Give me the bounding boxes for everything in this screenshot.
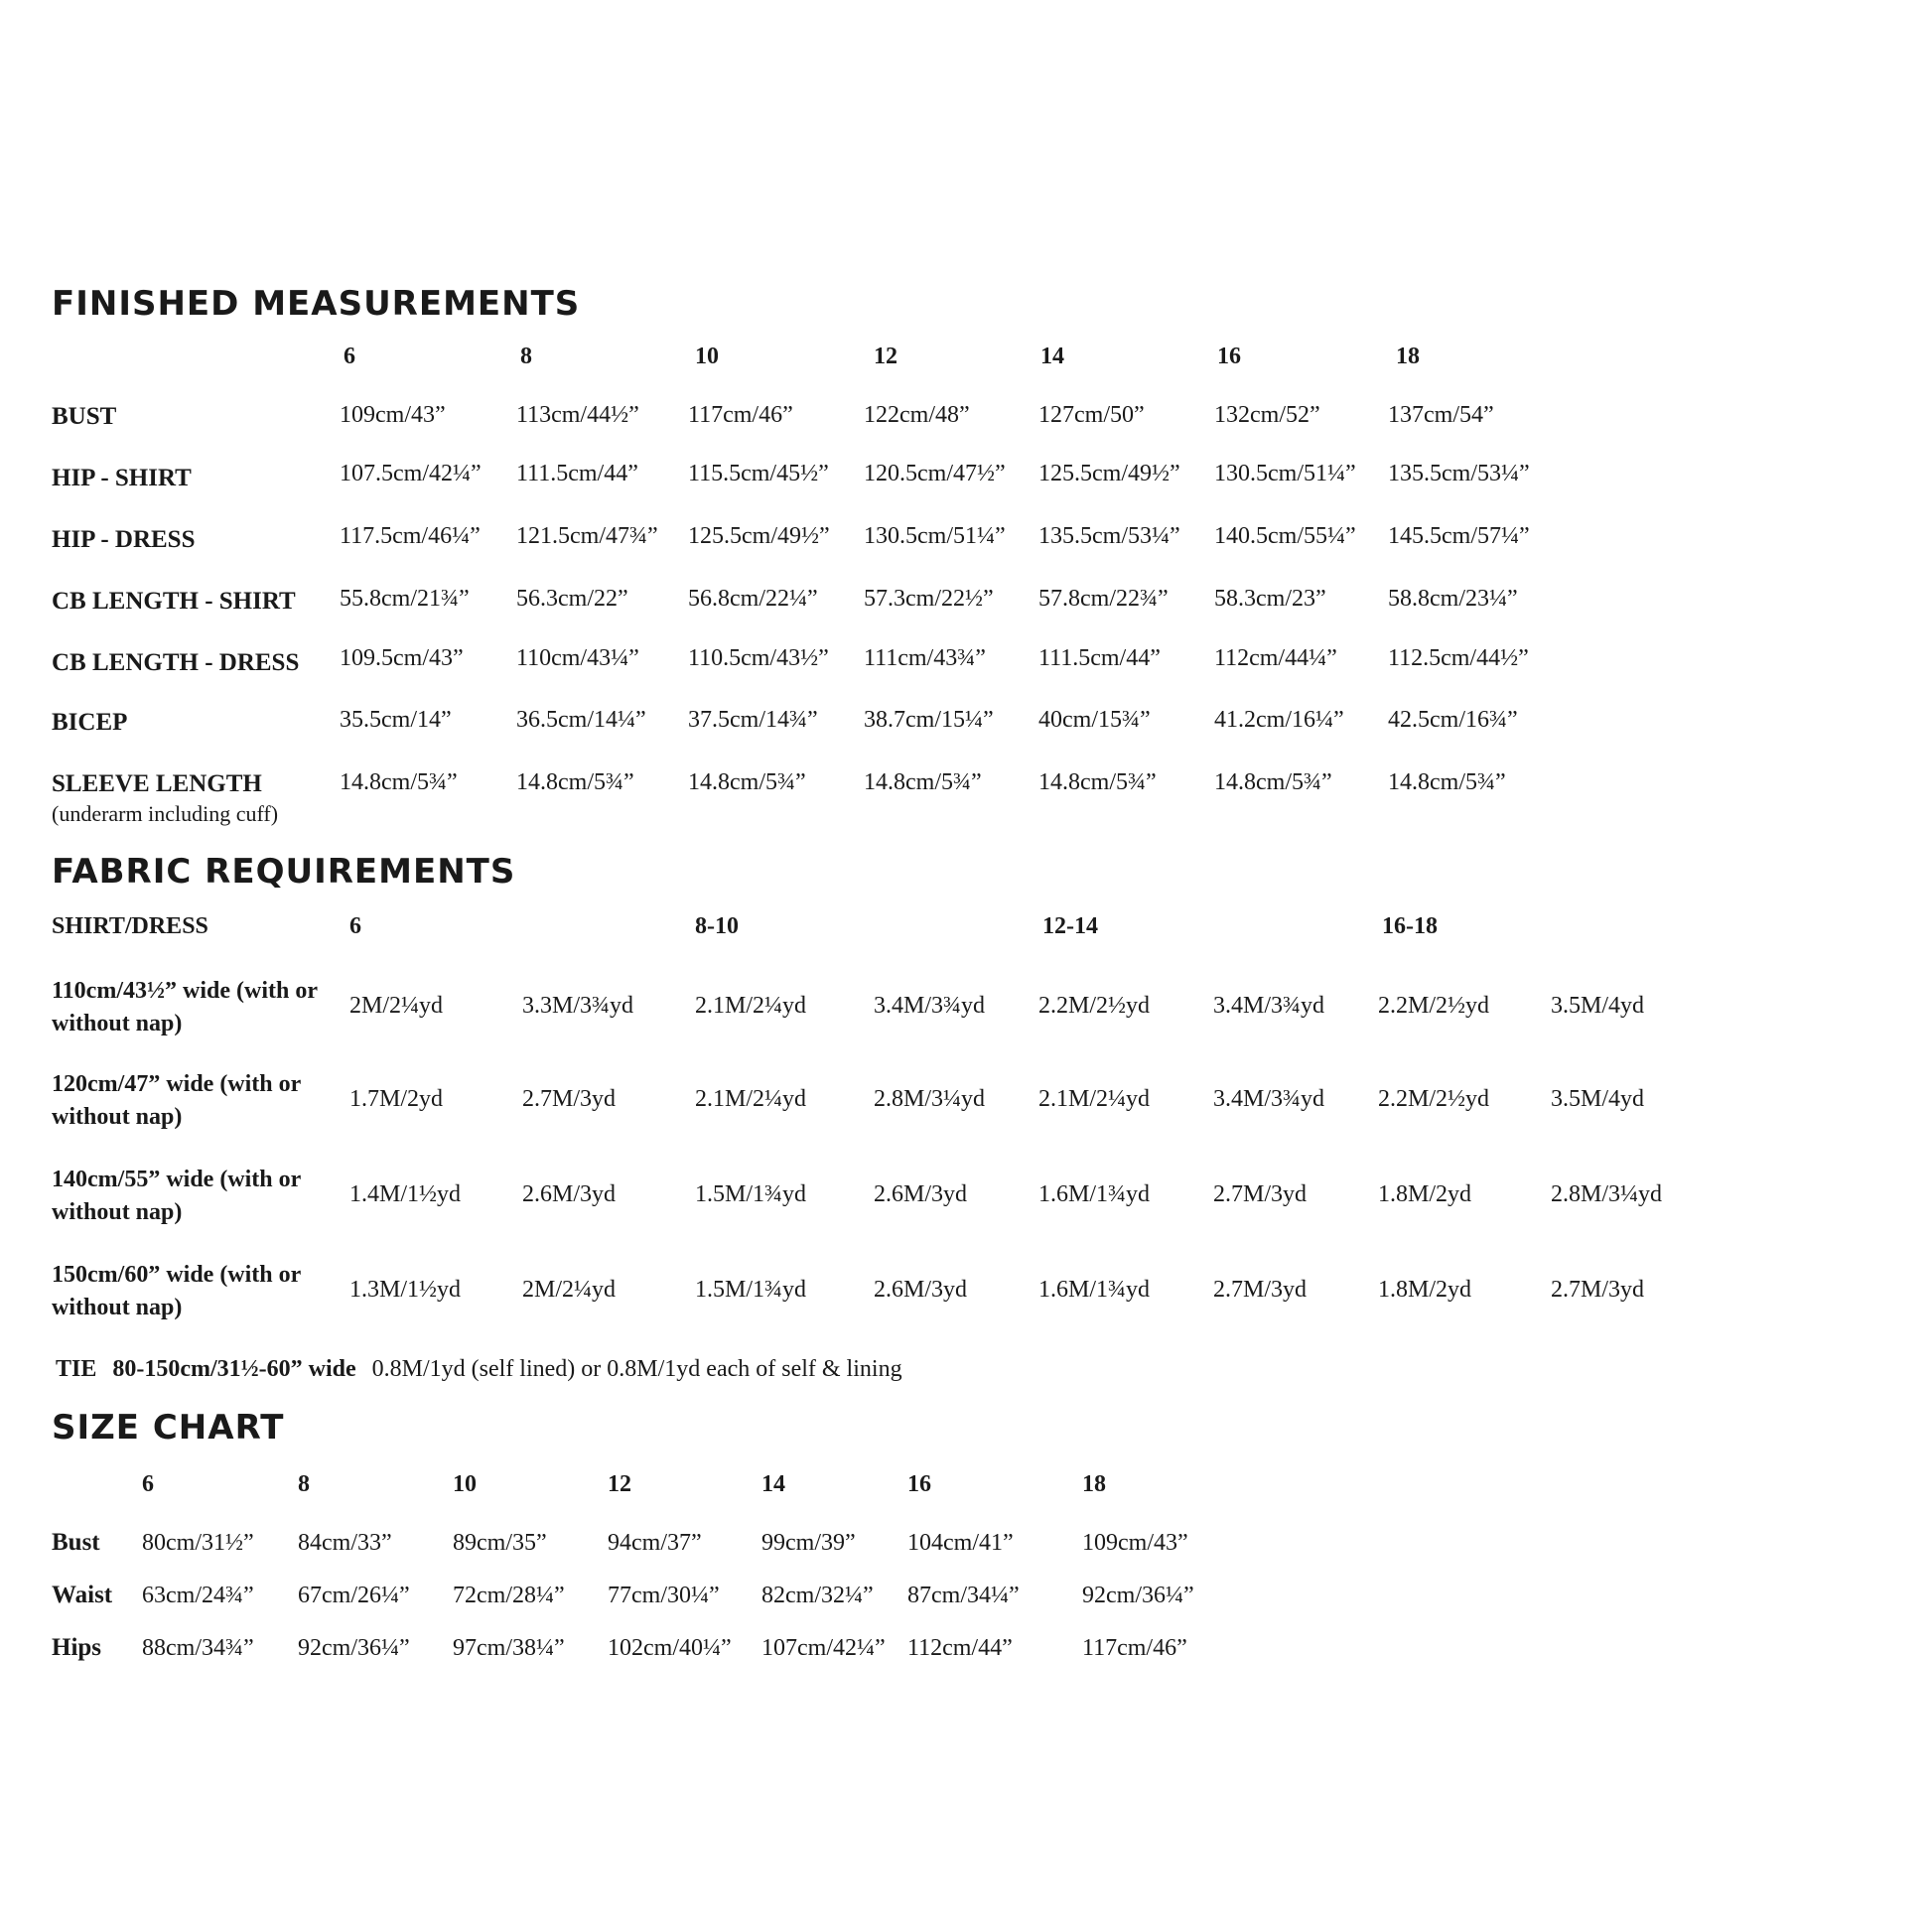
fabric-cell: 2.6M/3yd [874,1277,968,1303]
finished-cell: 111.5cm/44” [1038,645,1161,671]
finished-cell: 57.3cm/22½” [864,586,994,612]
finished-cell: 117cm/46” [688,402,793,428]
tie-width: 80-150cm/31½-60” wide [112,1356,356,1382]
fabric-size-group-header: 6 [349,913,361,939]
fabric-cell: 1.8M/2yd [1378,1277,1472,1303]
fabric-cell: 1.5M/1¾yd [695,1181,807,1207]
finished-cell: 110cm/43¼” [516,645,639,671]
fabric-cell: 2M/2¼yd [349,993,444,1019]
size-chart-size-header: 14 [761,1471,785,1497]
fabric-cell: 2.7M/3yd [1213,1181,1308,1207]
fabric-cell: 2.6M/3yd [522,1181,617,1207]
finished-cell: 41.2cm/16¼” [1214,707,1344,733]
size-chart-size-header: 10 [453,1471,477,1497]
finished-cell: 140.5cm/55¼” [1214,523,1356,549]
finished-cell: 111cm/43¾” [864,645,986,671]
finished-size-header: 8 [520,344,532,369]
finished-cell: 132cm/52” [1214,402,1320,428]
size-chart-cell: 63cm/24¾” [142,1583,254,1608]
finished-row-label: HIP - SHIRT [52,465,192,491]
fabric-cell: 3.4M/3¾yd [1213,1086,1325,1112]
finished-cell: 117.5cm/46¼” [340,523,481,549]
size-chart-size-header: 18 [1082,1471,1106,1497]
finished-cell: 127cm/50” [1038,402,1145,428]
size-chart-size-header: 8 [298,1471,310,1497]
finished-cell: 14.8cm/5¾” [688,769,806,795]
fabric-cell: 2M/2¼yd [522,1277,617,1303]
tie-label: TIE [56,1356,97,1382]
size-chart-cell: 84cm/33” [298,1530,392,1556]
finished-row-label: HIP - DRESS [52,526,196,553]
finished-cell: 130.5cm/51¼” [1214,461,1356,486]
fabric-cell: 2.8M/3¼yd [1551,1181,1663,1207]
size-chart-cell: 88cm/34¾” [142,1635,254,1661]
fabric-cell: 1.4M/1½yd [349,1181,462,1207]
fabric-cell: 1.8M/2yd [1378,1181,1472,1207]
finished-cell: 42.5cm/16¾” [1388,707,1518,733]
finished-size-header: 18 [1396,344,1420,369]
finished-cell: 14.8cm/5¾” [864,769,982,795]
fabric-row-label: 150cm/60” wide (with or without nap) [52,1262,301,1320]
size-chart-cell: 77cm/30¼” [608,1583,720,1608]
size-chart-cell: 112cm/44” [907,1635,1013,1661]
finished-cell: 145.5cm/57¼” [1388,523,1530,549]
fabric-cell: 1.6M/1¾yd [1038,1181,1151,1207]
fabric-cell: 1.7M/2yd [349,1086,444,1112]
fabric-cell: 2.6M/3yd [874,1181,968,1207]
tie-text: 0.8M/1yd (self lined) or 0.8M/1yd each of self & lining [371,1356,902,1382]
fabric-cell: 3.3M/3¾yd [522,993,634,1019]
size-chart-cell: 80cm/31½” [142,1530,254,1556]
fabric-row-label: 110cm/43½” wide (with or without nap) [52,978,318,1036]
finished-measurements-heading: FINISHED MEASUREMENTS [52,284,581,324]
finished-cell: 55.8cm/21¾” [340,586,470,612]
finished-cell: 113cm/44½” [516,402,639,428]
finished-cell: 35.5cm/14” [340,707,452,733]
fabric-size-group-header: 12-14 [1042,913,1098,939]
finished-cell: 137cm/54” [1388,402,1494,428]
finished-row-label: CB LENGTH - SHIRT [52,588,296,615]
finished-cell: 56.8cm/22¼” [688,586,818,612]
fabric-cell: 3.5M/4yd [1551,993,1645,1019]
finished-size-header: 14 [1040,344,1064,369]
finished-cell: 57.8cm/22¾” [1038,586,1169,612]
finished-cell: 40cm/15¾” [1038,707,1151,733]
size-chart-cell: 102cm/40¼” [608,1635,732,1661]
finished-cell: 58.3cm/23” [1214,586,1326,612]
size-chart-cell: 92cm/36¼” [298,1635,410,1661]
size-chart-cell: 67cm/26¼” [298,1583,410,1608]
size-chart-size-header: 16 [907,1471,931,1497]
finished-cell: 135.5cm/53¼” [1038,523,1180,549]
finished-cell: 112.5cm/44½” [1388,645,1529,671]
size-chart-cell: 94cm/37” [608,1530,702,1556]
fabric-cell: 2.2M/2½yd [1378,1086,1490,1112]
size-chart-cell: 109cm/43” [1082,1530,1188,1556]
size-chart-row-label: Waist [52,1582,113,1608]
finished-cell: 58.8cm/23¼” [1388,586,1518,612]
size-chart-cell: 87cm/34¼” [907,1583,1020,1608]
fabric-cell: 2.2M/2½yd [1378,993,1490,1019]
size-chart-size-header: 12 [608,1471,631,1497]
fabric-cell: 1.3M/1½yd [349,1277,462,1303]
finished-size-header: 12 [874,344,897,369]
fabric-cell: 1.5M/1¾yd [695,1277,807,1303]
finished-cell: 110.5cm/43½” [688,645,829,671]
finished-size-header: 16 [1217,344,1241,369]
finished-cell: 122cm/48” [864,402,970,428]
size-chart-heading: SIZE CHART [52,1408,285,1448]
fabric-cell: 2.2M/2½yd [1038,993,1151,1019]
finished-row-label: BUST [52,403,117,430]
finished-cell: 14.8cm/5¾” [1388,769,1506,795]
fabric-cell: 2.8M/3¼yd [874,1086,986,1112]
finished-row-label: SLEEVE LENGTH [52,770,262,797]
size-chart-cell: 104cm/41” [907,1530,1014,1556]
finished-size-header: 6 [344,344,355,369]
finished-cell: 14.8cm/5¾” [340,769,458,795]
size-chart-cell: 82cm/32¼” [761,1583,874,1608]
size-chart-cell: 89cm/35” [453,1530,547,1556]
finished-cell: 130.5cm/51¼” [864,523,1006,549]
fabric-size-group-header: 16-18 [1382,913,1438,939]
finished-cell: 38.7cm/15¼” [864,707,994,733]
fabric-cell: 2.1M/2¼yd [695,993,807,1019]
finished-row-label: BICEP [52,709,128,736]
size-chart-size-header: 6 [142,1471,154,1497]
size-chart-row-label: Hips [52,1634,102,1661]
tie-requirement [56,1354,912,1384]
finished-cell: 111.5cm/44” [516,461,638,486]
finished-cell: 135.5cm/53¼” [1388,461,1530,486]
size-chart-cell: 107cm/42¼” [761,1635,886,1661]
fabric-cell: 3.4M/3¾yd [1213,993,1325,1019]
size-chart-row-label: Bust [52,1529,100,1556]
finished-cell: 37.5cm/14¾” [688,707,818,733]
finished-cell: 56.3cm/22” [516,586,628,612]
finished-cell: 121.5cm/47¾” [516,523,658,549]
fabric-cell: 2.7M/3yd [522,1086,617,1112]
size-chart-cell: 97cm/38¼” [453,1635,565,1661]
fabric-cell: 2.1M/2¼yd [1038,1086,1151,1112]
finished-cell: 107.5cm/42¼” [340,461,482,486]
fabric-size-group-header: 8-10 [695,913,739,939]
fabric-requirements-heading: FABRIC REQUIREMENTS [52,852,516,892]
finished-cell: 36.5cm/14¼” [516,707,646,733]
fabric-cell: 1.6M/1¾yd [1038,1277,1151,1303]
fabric-cell: 3.4M/3¾yd [874,993,986,1019]
finished-cell: 115.5cm/45½” [688,461,829,486]
fabric-cell: 2.7M/3yd [1213,1277,1308,1303]
finished-cell: 125.5cm/49½” [1038,461,1180,486]
size-chart-cell: 72cm/28¼” [453,1583,565,1608]
size-chart-cell: 92cm/36¼” [1082,1583,1194,1608]
fabric-cell: 3.5M/4yd [1551,1086,1645,1112]
finished-cell: 120.5cm/47½” [864,461,1006,486]
fabric-cell: 2.7M/3yd [1551,1277,1645,1303]
fabric-row-label: 140cm/55” wide (with or without nap) [52,1167,301,1225]
finished-cell: 14.8cm/5¾” [1038,769,1157,795]
finished-cell: 112cm/44¼” [1214,645,1337,671]
fabric-row-label: 120cm/47” wide (with or without nap) [52,1071,301,1130]
finished-cell: 14.8cm/5¾” [1214,769,1332,795]
fabric-header-label: SHIRT/DRESS [52,913,208,939]
finished-size-header: 10 [695,344,719,369]
fabric-cell: 2.1M/2¼yd [695,1086,807,1112]
finished-cell: 109.5cm/43” [340,645,464,671]
size-chart-cell: 117cm/46” [1082,1635,1187,1661]
finished-cell: 14.8cm/5¾” [516,769,634,795]
finished-row-label: CB LENGTH - DRESS [52,649,300,676]
finished-cell: 125.5cm/49½” [688,523,830,549]
finished-cell: 109cm/43” [340,402,446,428]
size-chart-cell: 99cm/39” [761,1530,856,1556]
finished-row-note: (underarm including cuff) [52,801,279,826]
